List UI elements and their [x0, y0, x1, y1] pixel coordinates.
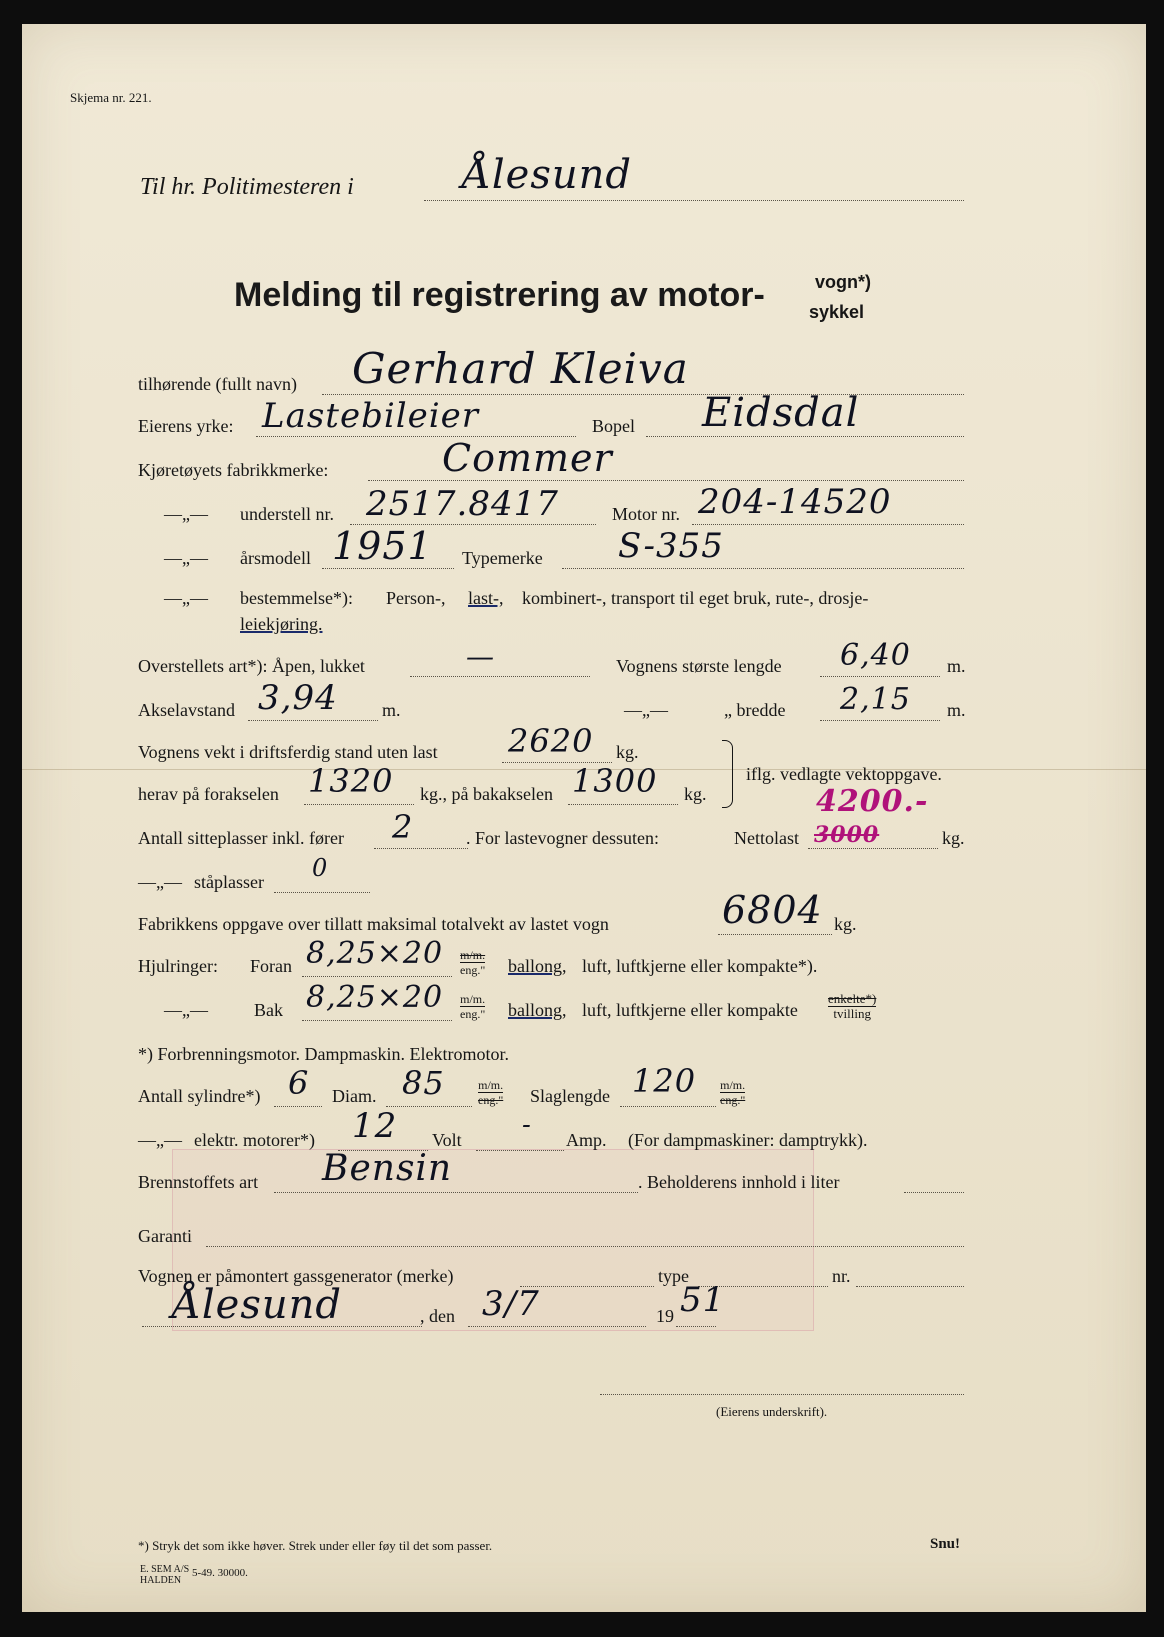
- body-value: —: [466, 640, 495, 673]
- tvilling-option: tvilling: [833, 1006, 871, 1021]
- form-title-sykkel: sykkel: [809, 302, 865, 322]
- turn-over-note: Snu!: [930, 1536, 961, 1552]
- purpose-rest: kombinert-, transport til eget bruk, rute-, drosje-: [522, 588, 869, 608]
- residence-label: Bopel: [592, 416, 635, 436]
- type-value: S-355: [618, 526, 724, 566]
- rear-tyre-value: 8,25×20: [306, 980, 444, 1015]
- volt-label: Volt: [432, 1130, 462, 1150]
- gas-type-label: type: [658, 1266, 689, 1286]
- standing-label: ståplasser: [194, 872, 264, 892]
- gas-nr-label: nr.: [832, 1266, 851, 1286]
- mm-unit: m/m.: [478, 1078, 504, 1092]
- netload-struck-value: 3000: [814, 822, 880, 848]
- signature-label: (Eierens underskrift).: [716, 1404, 828, 1419]
- stroke-label: Slaglengde: [530, 1086, 610, 1106]
- weight-label: Vognens vekt i driftsferdig stand uten last: [138, 742, 438, 762]
- recipient-label: Til hr. Politimesteren i: [140, 174, 354, 200]
- year-suffix: 51: [680, 1280, 726, 1320]
- occupation-value: Lastebileier: [262, 396, 479, 436]
- eng-unit: eng.": [460, 1007, 486, 1021]
- diameter-label: Diam.: [332, 1086, 377, 1106]
- netload-line: [808, 848, 938, 849]
- weight-unit: kg.: [616, 742, 639, 762]
- tank-label: . Beholderens innhold i liter: [638, 1172, 840, 1192]
- rear-tyre-label: Bak: [254, 1000, 283, 1020]
- date-value: 3/7: [482, 1284, 540, 1324]
- cylinders-label: Antall sylindre*): [138, 1086, 261, 1106]
- diameter-value: 85: [402, 1064, 445, 1102]
- wheelbase-value: 3,94: [258, 678, 338, 718]
- electric-label: elektr. motorer*): [194, 1130, 315, 1150]
- year-value: 1951: [332, 524, 433, 568]
- year-prefix: 19: [656, 1306, 674, 1326]
- purpose-last: last-,: [468, 588, 504, 608]
- single-twin-choice: [828, 992, 876, 1021]
- body-line: [410, 676, 590, 677]
- guarantee-label: Garanti: [138, 1226, 192, 1246]
- wheelbase-unit: m.: [382, 700, 401, 720]
- length-value: 6,40: [840, 638, 911, 673]
- gas-nr-line: [856, 1286, 964, 1287]
- motor-value: 204-14520: [698, 482, 892, 522]
- make-label: Kjøretøyets fabrikkmerke:: [138, 460, 329, 480]
- diameter-unit: [478, 1078, 503, 1107]
- year-line: [322, 568, 454, 569]
- stroke-unit: [720, 1078, 745, 1107]
- make-value: Commer: [442, 436, 613, 480]
- chassis-label: understell nr.: [240, 504, 334, 524]
- front-axle-label: herav på forakselen: [138, 784, 279, 804]
- tank-line: [904, 1192, 964, 1193]
- residence-line: [646, 436, 964, 437]
- motor-label: Motor nr.: [612, 504, 681, 524]
- seats-line: [374, 848, 468, 849]
- recipient-line: [424, 200, 964, 201]
- motor-line: [692, 524, 964, 525]
- mm-unit: m/m.: [460, 948, 486, 962]
- lorry-label: . For lastevogner dessuten:: [466, 828, 659, 848]
- netload-new-value: 4200.-: [816, 784, 929, 819]
- owner-label: tilhørende (fullt navn): [138, 374, 297, 394]
- recipient-value: Ålesund: [462, 152, 633, 198]
- maxweight-value: 6804: [722, 888, 823, 932]
- chassis-value: 2517.8417: [366, 484, 559, 524]
- front-tyre-value: 8,25×20: [306, 936, 444, 971]
- steam-label: (For dampmaskiner: damptrykk).: [628, 1130, 868, 1150]
- footnote: *) Stryk det som ikke høver. Strek under eller føy til det som passer.: [138, 1538, 493, 1553]
- residence-value: Eidsdal: [702, 390, 860, 436]
- enkelte-option: enkelte*): [828, 991, 877, 1006]
- year-suffix-line: [676, 1326, 716, 1327]
- eng-unit: eng.": [720, 1093, 746, 1107]
- netload-label: Nettolast: [734, 828, 799, 848]
- gas-generator-line: [520, 1286, 654, 1287]
- front-axle-value: 1320: [308, 762, 394, 800]
- wheelbase-label: Akselavstand: [138, 700, 235, 720]
- weight-note: iflg. vedlagte vektoppgave.: [746, 764, 942, 784]
- make-line: [368, 480, 964, 481]
- place-value: Ålesund: [172, 1282, 343, 1328]
- type-line: [562, 568, 964, 569]
- weight-value: 2620: [508, 722, 594, 760]
- maxweight-line: [718, 934, 832, 935]
- front-tyre-unit: [460, 948, 485, 977]
- front-axle-line: [304, 804, 414, 805]
- form-title: Melding til registrering av motor-: [234, 276, 765, 314]
- printer-city: HALDEN: [140, 1575, 182, 1586]
- cylinders-line: [274, 1106, 322, 1107]
- front-tyre-label: Foran: [250, 956, 292, 976]
- front-tyre-line: [302, 976, 452, 977]
- ditto-mark: —„—: [138, 1130, 182, 1150]
- length-line: [820, 676, 940, 677]
- rear-tyre-ballong: ballong,: [508, 1000, 567, 1020]
- eng-unit: eng.": [478, 1093, 504, 1107]
- maxweight-label: Fabrikkens oppgave over tillatt maksimal totalvekt av lastet vogn: [138, 914, 609, 934]
- maxweight-unit: kg.: [834, 914, 857, 934]
- owner-value: Gerhard Kleiva: [352, 344, 689, 393]
- seats-value: 2: [392, 808, 414, 846]
- front-tyre-ballong: ballong,: [508, 956, 567, 976]
- occupation-label: Eierens yrke:: [138, 416, 234, 436]
- purpose-leie: leiekjøring.: [240, 614, 323, 634]
- tyres-label: Hjulringer:: [138, 956, 218, 976]
- stroke-value: 120: [632, 1062, 697, 1100]
- fuel-label: Brennstoffets art: [138, 1172, 259, 1192]
- purpose-label: bestemmelse*):: [240, 588, 353, 608]
- ditto-mark: —„—: [164, 548, 208, 568]
- rear-axle-label: kg., på bakakselen: [420, 784, 553, 804]
- width-unit: m.: [947, 700, 966, 720]
- rear-tyre-types: luft, luftkjerne eller kompakte: [582, 1000, 798, 1020]
- fuel-line: [274, 1192, 638, 1193]
- wheelbase-line: [248, 720, 378, 721]
- ditto-mark: —„—: [624, 700, 668, 720]
- ditto-mark: —„—: [164, 1000, 208, 1020]
- eng-unit: eng.": [460, 963, 486, 977]
- front-tyre-types: luft, luftkjerne eller kompakte*).: [582, 956, 818, 976]
- form-sheet: [22, 24, 1146, 1612]
- owner-line: [322, 394, 964, 395]
- standing-line: [274, 892, 370, 893]
- stroke-line: [620, 1106, 716, 1107]
- volt-value: 12: [352, 1106, 398, 1146]
- date-label: , den: [420, 1306, 455, 1326]
- standing-value: 0: [312, 854, 329, 882]
- signature-line: [600, 1394, 964, 1395]
- rear-axle-line: [568, 804, 678, 805]
- form-title-vogn: vogn*): [815, 272, 871, 292]
- cylinders-value: 6: [288, 1064, 310, 1102]
- rear-axle-value: 1300: [572, 762, 658, 800]
- rear-tyre-unit: [460, 992, 485, 1021]
- rear-axle-unit: kg.: [684, 784, 707, 804]
- ditto-mark: —„—: [164, 588, 208, 608]
- motor-types: *) Forbrenningsmotor. Dampmaskin. Elektromotor.: [138, 1044, 509, 1064]
- length-unit: m.: [947, 656, 966, 676]
- width-line: [820, 720, 940, 721]
- gas-generator-label: Vognen er påmontert gassgenerator (merke): [138, 1266, 454, 1286]
- schema-number: Skjema nr. 221.: [70, 90, 152, 105]
- rear-tyre-line: [302, 1020, 452, 1021]
- seats-label: Antall sitteplasser inkl. fører: [138, 828, 344, 848]
- amp-value: -: [522, 1110, 532, 1140]
- type-label: Typemerke: [462, 548, 543, 568]
- amp-label: Amp.: [566, 1130, 607, 1150]
- printer-name: E. SEM A/S: [140, 1564, 190, 1575]
- width-label: „ bredde: [724, 700, 786, 720]
- print-number: 5-49. 30000.: [192, 1567, 248, 1579]
- mm-unit: m/m.: [720, 1078, 746, 1092]
- date-line: [468, 1326, 646, 1327]
- weight-bracket: [722, 740, 733, 808]
- purpose-person: Person-,: [386, 588, 446, 608]
- netload-unit: kg.: [942, 828, 965, 848]
- amp-line: [476, 1150, 564, 1151]
- diameter-line: [386, 1106, 472, 1107]
- width-value: 2,15: [840, 682, 911, 717]
- ditto-mark: —„—: [138, 872, 182, 892]
- mm-unit: m/m.: [460, 992, 486, 1006]
- ditto-mark: —„—: [164, 504, 208, 524]
- fuel-value: Bensin: [322, 1148, 453, 1189]
- guarantee-line: [206, 1246, 964, 1247]
- year-label: årsmodell: [240, 548, 311, 568]
- body-label: Overstellets art*): Åpen, lukket: [138, 656, 365, 676]
- length-label: Vognens største lengde: [616, 656, 782, 676]
